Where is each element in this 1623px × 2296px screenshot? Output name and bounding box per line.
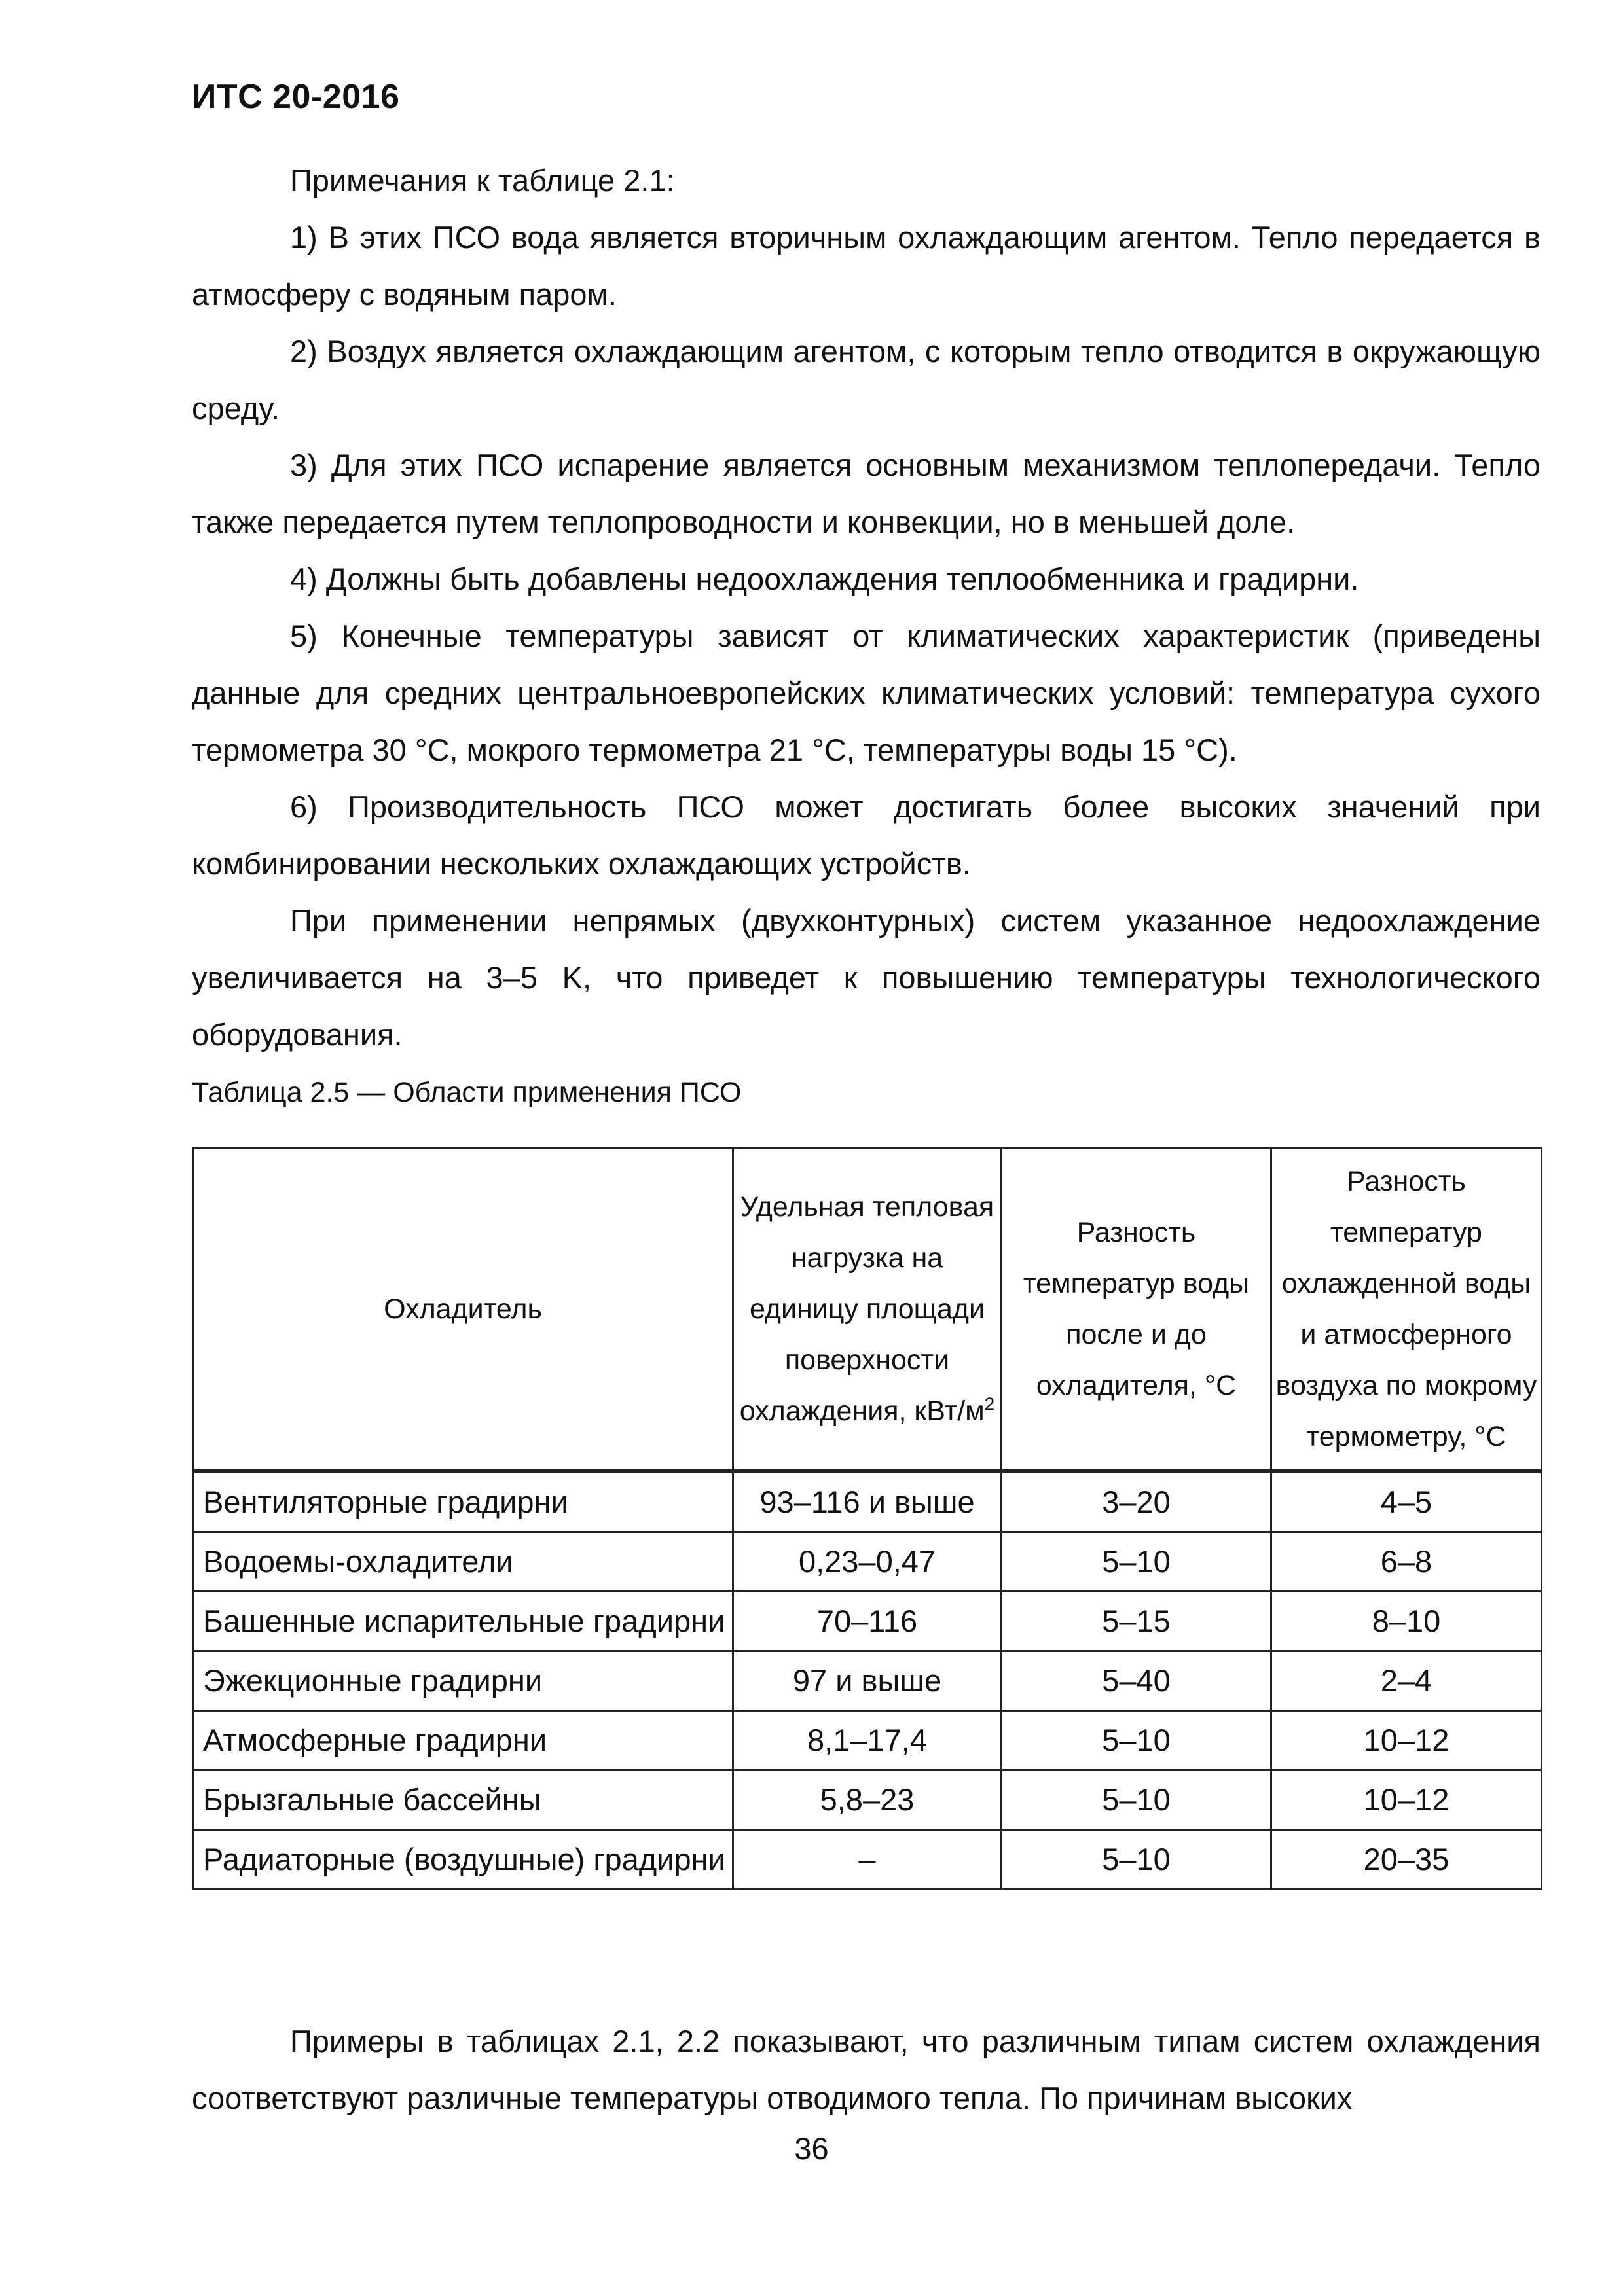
notes-closing-paragraph: При применении непрямых (двухконтурных) систем указанное недоохлаждение увеличивается на 3–5 K, что приведет к повышению температуры технологического оборудования. [192,903,1541,1052]
note-item-1: 1) В этих ПСО вода является вторичным охлаждающим агентом. Тепло передается в атмосферу с водяным паром. [192,220,1541,312]
cell-air-temp-diff: 6–8 [1271,1532,1542,1592]
notes-title: Примечания к таблице 2.1: [290,163,675,198]
cell-water-temp-diff: 5–40 [1002,1651,1271,1711]
note-item-4: 4) Должны быть добавлены недоохлаждения теплообменника и градирни. [290,562,1359,596]
cell-air-temp-diff: 10–12 [1271,1711,1542,1770]
cell-cooler-name: Вентиляторные градирни [193,1471,733,1532]
header-water-temp-diff: Разность температур воды после и до охладителя, °С [1002,1148,1271,1472]
table-row [193,1471,1542,1532]
cell-heat-load: 0,23–0,47 [733,1532,1002,1592]
cell-cooler-name: Брызгальные бассейны [193,1770,733,1830]
cell-heat-load: 5,8–23 [733,1770,1002,1830]
cooler-applications-table [192,1147,1542,1890]
cell-water-temp-diff: 3–20 [1002,1471,1271,1532]
footer-paragraph: Примеры в таблицах 2.1, 2.2 показывают, что различным типам систем охлаждения соответствуют различные температуры отводимого тепла. По причинам высоких [192,2024,1541,2115]
cell-air-temp-diff: 20–35 [1271,1830,1542,1890]
cell-air-temp-diff: 2–4 [1271,1651,1542,1711]
note-item-3: 3) Для этих ПСО испарение является основным механизмом теплопередачи. Тепло также передается путем теплопроводности и конвекции, но в меньшей доле. [192,448,1541,539]
table-header-row [193,1148,1542,1472]
table-row [193,1770,1542,1830]
cell-heat-load: 97 и выше [733,1651,1002,1711]
header-air-temp-diff: Разность температур охлажденной воды и атмосферного воздуха по мокрому термометру, °С [1271,1148,1542,1472]
table-row [193,1711,1542,1770]
header-cooler: Охладитель [193,1148,733,1472]
note-item-6: 6) Производительность ПСО может достигать более высоких значений при комбинировании нескольких охлаждающих устройств. [192,789,1541,881]
page-number: 36 [794,2131,829,2166]
table-row [193,1532,1542,1592]
note-item-5: 5) Конечные температуры зависят от климатических характеристик (приведены данные для средних центральноевропейских климатических условий: температура сухого термометра 30 °С, мокрого термометра 21 °С, температуры воды 15 °С). [192,619,1541,767]
cell-water-temp-diff: 5–10 [1002,1532,1271,1592]
cell-water-temp-diff: 5–15 [1002,1592,1271,1651]
cell-heat-load: – [733,1830,1002,1890]
cell-cooler-name: Радиаторные (воздушные) градирни [193,1830,733,1890]
cell-heat-load: 8,1–17,4 [733,1711,1002,1770]
cell-air-temp-diff: 8–10 [1271,1592,1542,1651]
cell-water-temp-diff: 5–10 [1002,1830,1271,1890]
header-heat-load-sup: 2 [984,1393,995,1414]
cell-air-temp-diff: 10–12 [1271,1770,1542,1830]
document-code: ИТС 20-2016 [192,78,400,116]
cell-cooler-name: Башенные испарительные градирни [193,1592,733,1651]
cell-heat-load: 93–116 и выше [733,1471,1002,1532]
header-heat-load-text: Удельная тепловая нагрузка на единицу площади поверхности охлаждения, кВт/м [739,1191,994,1427]
cell-cooler-name: Водоемы-охладители [193,1532,733,1592]
table-row [193,1830,1542,1890]
table-row [193,1592,1542,1651]
header-heat-load [733,1148,1002,1472]
cell-cooler-name: Эжекционные градирни [193,1651,733,1711]
cell-water-temp-diff: 5–10 [1002,1770,1271,1830]
cell-heat-load: 70–116 [733,1592,1002,1651]
table-caption: Таблица 2.5 — Области применения ПСО [192,1077,742,1108]
note-item-2: 2) Воздух является охлаждающим агентом, с которым тепло отводится в окружающую среду. [192,334,1541,425]
cell-water-temp-diff: 5–10 [1002,1711,1271,1770]
cell-cooler-name: Атмосферные градирни [193,1711,733,1770]
table-row [193,1651,1542,1711]
cell-air-temp-diff: 4–5 [1271,1471,1542,1532]
